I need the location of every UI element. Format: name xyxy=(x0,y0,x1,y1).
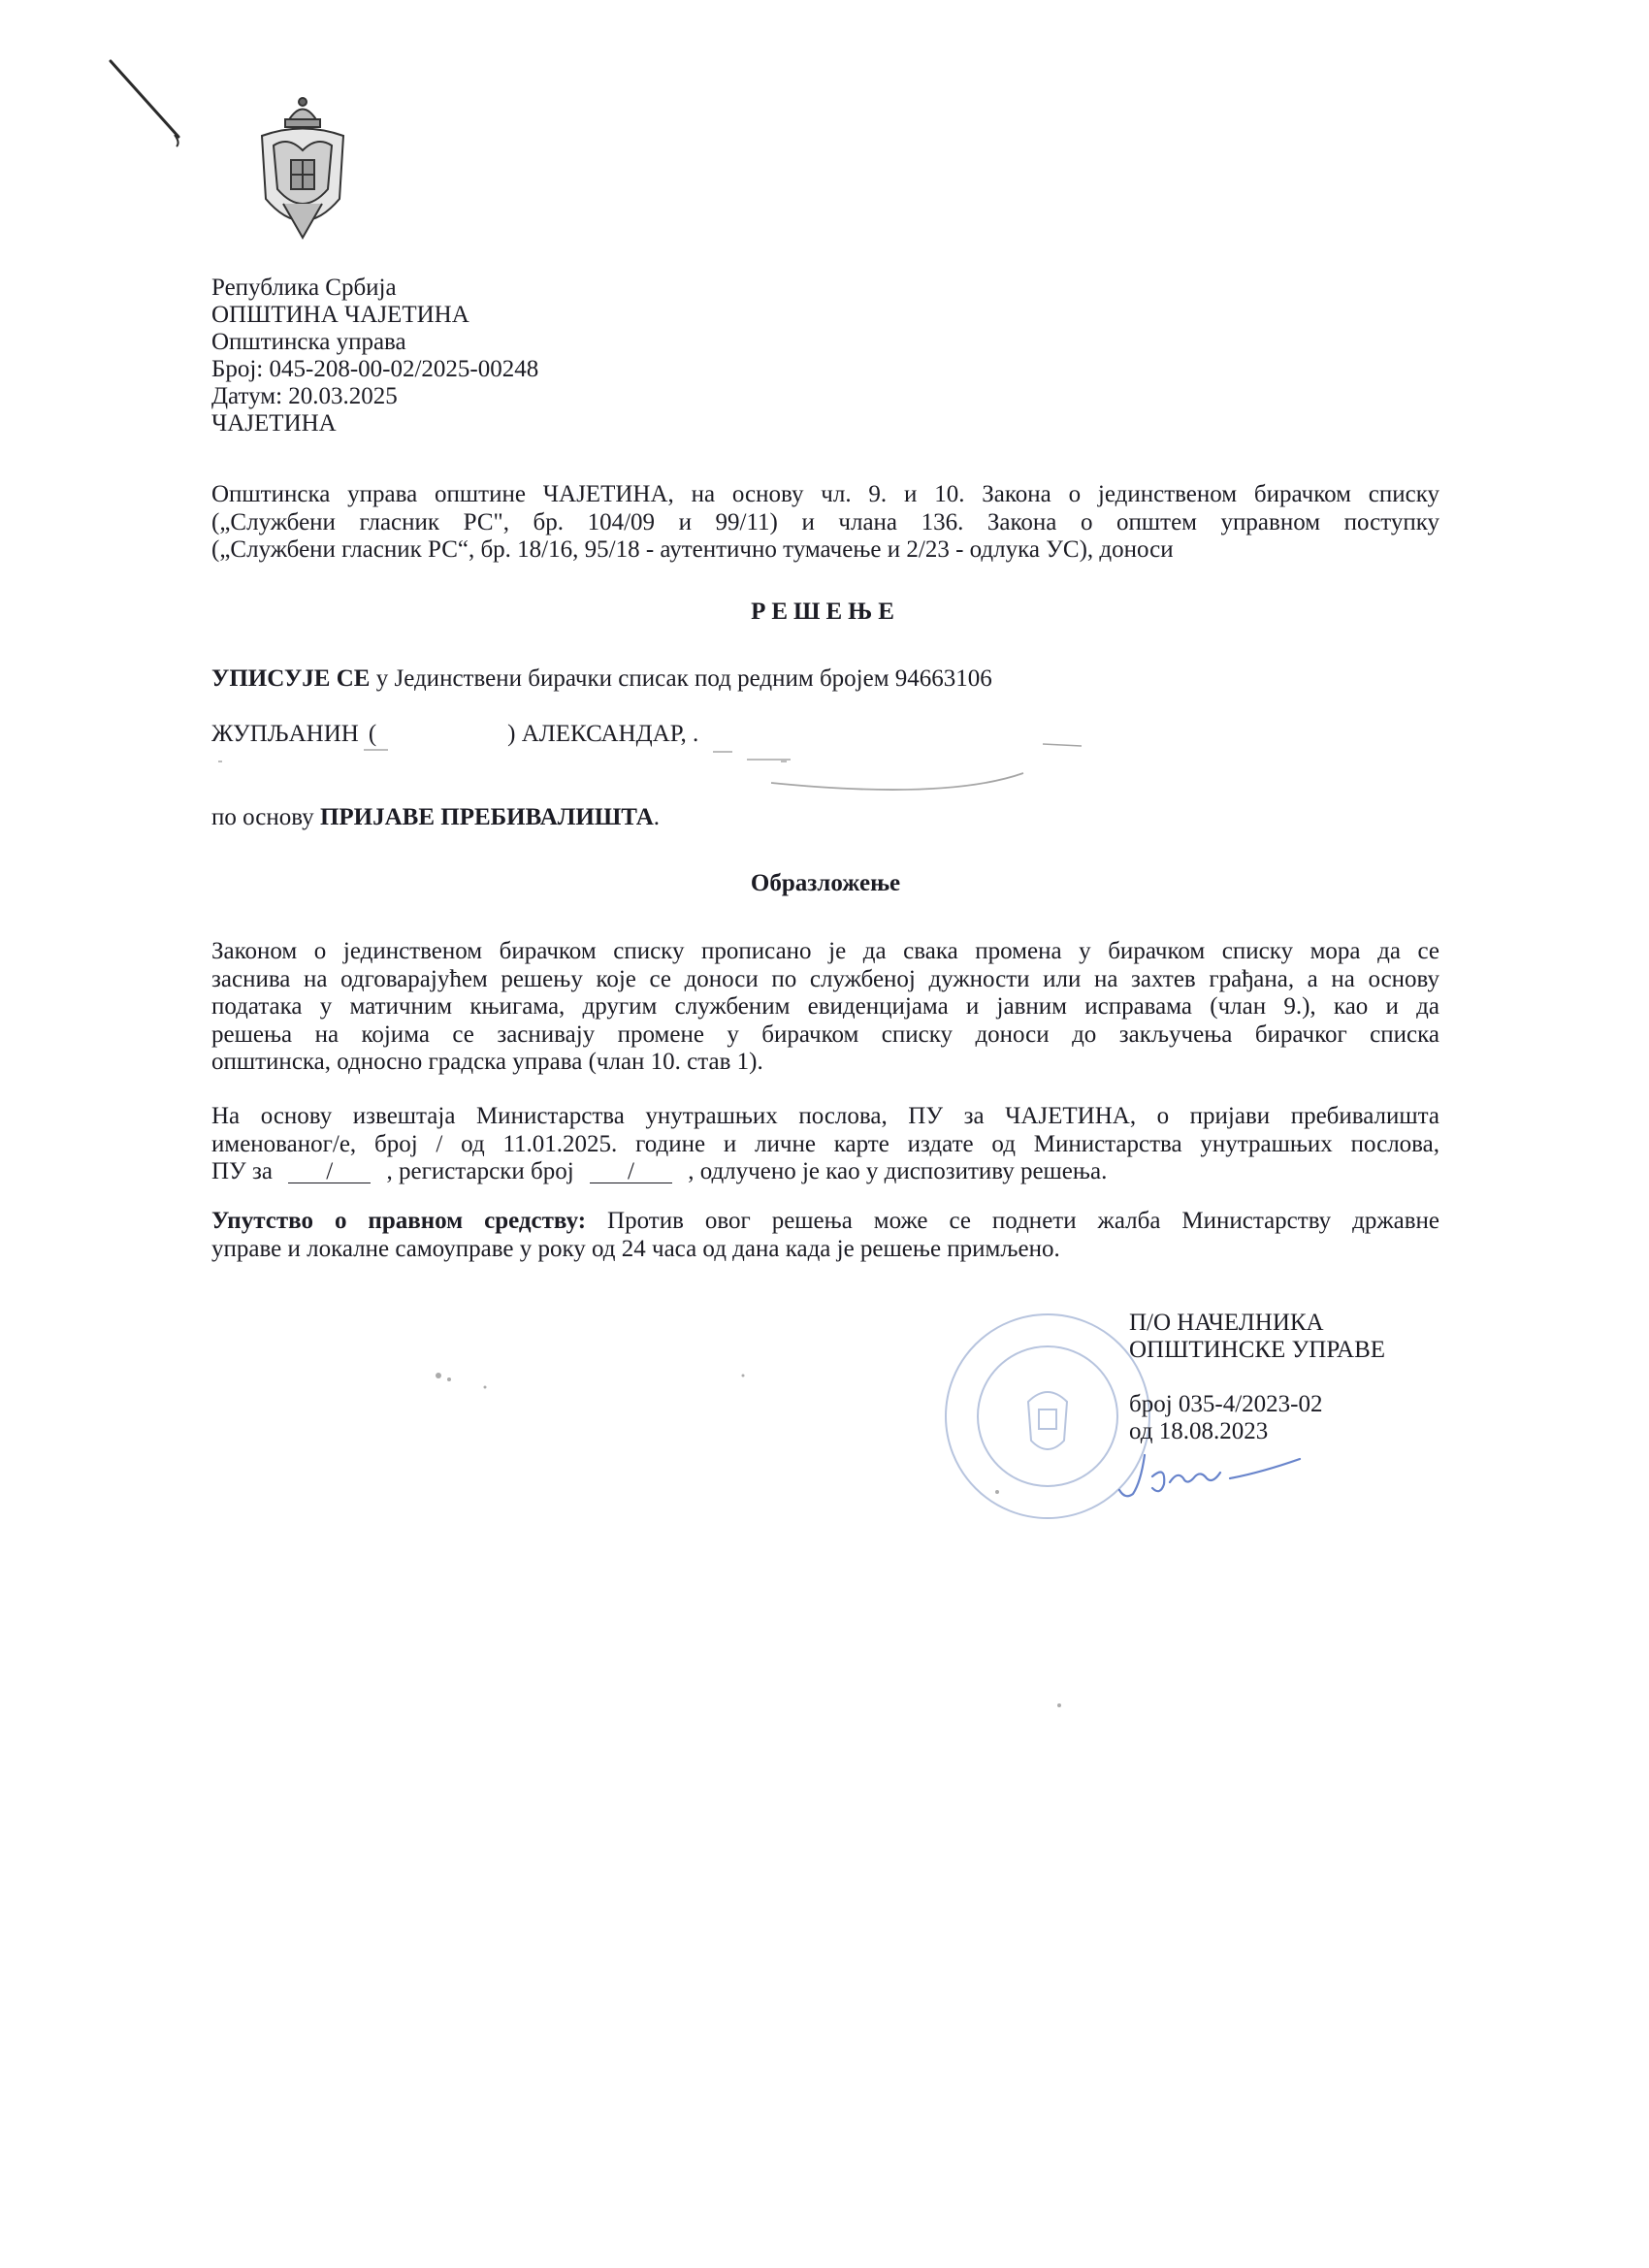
header-administration: Општинска управа xyxy=(211,329,406,355)
reasoning-p1-line-4: решења на којима се заснивају промене у бирачком списку доноси до закључења бирачког списка xyxy=(211,1021,1439,1048)
person-surname: ЖУПЉАНИН xyxy=(211,721,359,747)
reasoning-p1-line-1: Законом о јединственом бирачком списку прописано је да свака промена у бирачком списку мора да се xyxy=(211,938,1439,964)
decision-title: РЕШЕЊЕ xyxy=(751,599,900,625)
header-country: Република Србија xyxy=(211,275,397,301)
signature-ref-number: број 035-4/2023-02 xyxy=(1129,1391,1323,1417)
remedy-line-2: управе и локалне самоуправе у року од 24 часа од дана када је решење примљено. xyxy=(211,1235,1060,1262)
intro-line-2: („Службени гласник РС", бр. 104/09 и 99/11) и члана 136. Закона о општем управном поступку xyxy=(211,508,1439,535)
basis-text: по основу xyxy=(211,804,314,830)
scan-specks xyxy=(388,1348,1067,1736)
header-date xyxy=(211,383,398,410)
reasoning-p2-line-2: именованог/е, број / од 11.01.2025. године и личне карте издате од Министарства унутрашњих послова, xyxy=(211,1130,1439,1157)
header-date-label: Датум: xyxy=(211,383,283,409)
signature-ref-date: од 18.08.2023 xyxy=(1129,1418,1269,1444)
person-close-bracket: ) xyxy=(507,721,516,747)
reasoning-paragraph-1 xyxy=(211,938,1439,1077)
redaction-smudge xyxy=(209,723,1130,800)
blank-field-2: / xyxy=(590,1161,672,1183)
reasoning-p2-line-1: На основу извештаја Министарства унутрашњих послова, ПУ за ЧАЈЕТИНА, о пријави пребивалишта xyxy=(211,1103,1439,1129)
registration-bold: УПИСУЈЕ СЕ xyxy=(211,665,371,692)
remedy-line-1: Упутство о правном средству: Против овог решења може се поднети жалба Министарству државне xyxy=(211,1208,1439,1234)
basis-bold: ПРИЈАВЕ ПРЕБИВАЛИШТА xyxy=(319,804,654,830)
person-open-bracket: ( xyxy=(368,721,377,747)
intro-line-1: Општинска управа општине ЧАЈЕТИНА, на основу чл. 9. и 10. Закона о јединственом бирачком списку xyxy=(211,481,1439,507)
header-date-value: 20.03.2025 xyxy=(288,383,398,409)
reasoning-p1-line-3: података у матичним књигама, другим службеним евиденцијама и јавним исправама (члан 9.), као и да xyxy=(211,993,1439,1020)
reasoning-p1-line-2: заснива на одговарајућем решењу које се доноси по службеној дужности или на захтев грађана, а на основу xyxy=(211,965,1439,992)
signature-role-line-2: ОПШТИНСКЕ УПРАВЕ xyxy=(1129,1337,1386,1363)
header-number xyxy=(211,356,538,383)
person-line: ЖУПЉАНИН ( ) АЛЕКСАНДАР, . xyxy=(211,721,699,747)
header-number-value: 045-208-00-02/2025-00248 xyxy=(269,356,539,382)
reasoning-p2-line-3: ПУ за / , регистарски број / , одлучено је као у диспозитиву решења. xyxy=(211,1158,1108,1184)
basis-line: по основу ПРИЈАВЕ ПРЕБИВАЛИШТА. xyxy=(211,804,661,830)
blank-field-1: / xyxy=(288,1161,371,1183)
header-city: ЧАЈЕТИНА xyxy=(211,410,337,437)
handwritten-signature xyxy=(1106,1443,1348,1511)
person-name: АЛЕКСАНДАР xyxy=(521,721,681,747)
header-municipality: ОПШТИНА ЧАЈЕТИНА xyxy=(211,302,469,328)
intro-paragraph xyxy=(211,481,1439,565)
registration-line xyxy=(211,665,992,693)
registration-text: у Јединствени бирачки списак под редним бројем xyxy=(375,665,889,692)
legal-remedy-paragraph xyxy=(211,1208,1439,1263)
signature-role-line-1: П/О НАЧЕЛНИКА xyxy=(1129,1310,1324,1336)
coat-of-arms-emblem xyxy=(254,92,351,247)
reasoning-p1-line-5: општинска, односно градска управа (члан 10. став 1). xyxy=(211,1049,763,1075)
registration-number: 94663106 xyxy=(894,665,992,692)
reasoning-paragraph-2 xyxy=(211,1103,1439,1186)
pen-mark xyxy=(97,53,194,150)
intro-line-3: („Службени гласник РС“, бр. 18/16, 95/18 - аутентично тумачење и 2/23 - одлука УС), доноси xyxy=(211,536,1174,563)
header-number-label: Број: xyxy=(211,356,264,382)
reasoning-title: Образложење xyxy=(750,870,901,896)
